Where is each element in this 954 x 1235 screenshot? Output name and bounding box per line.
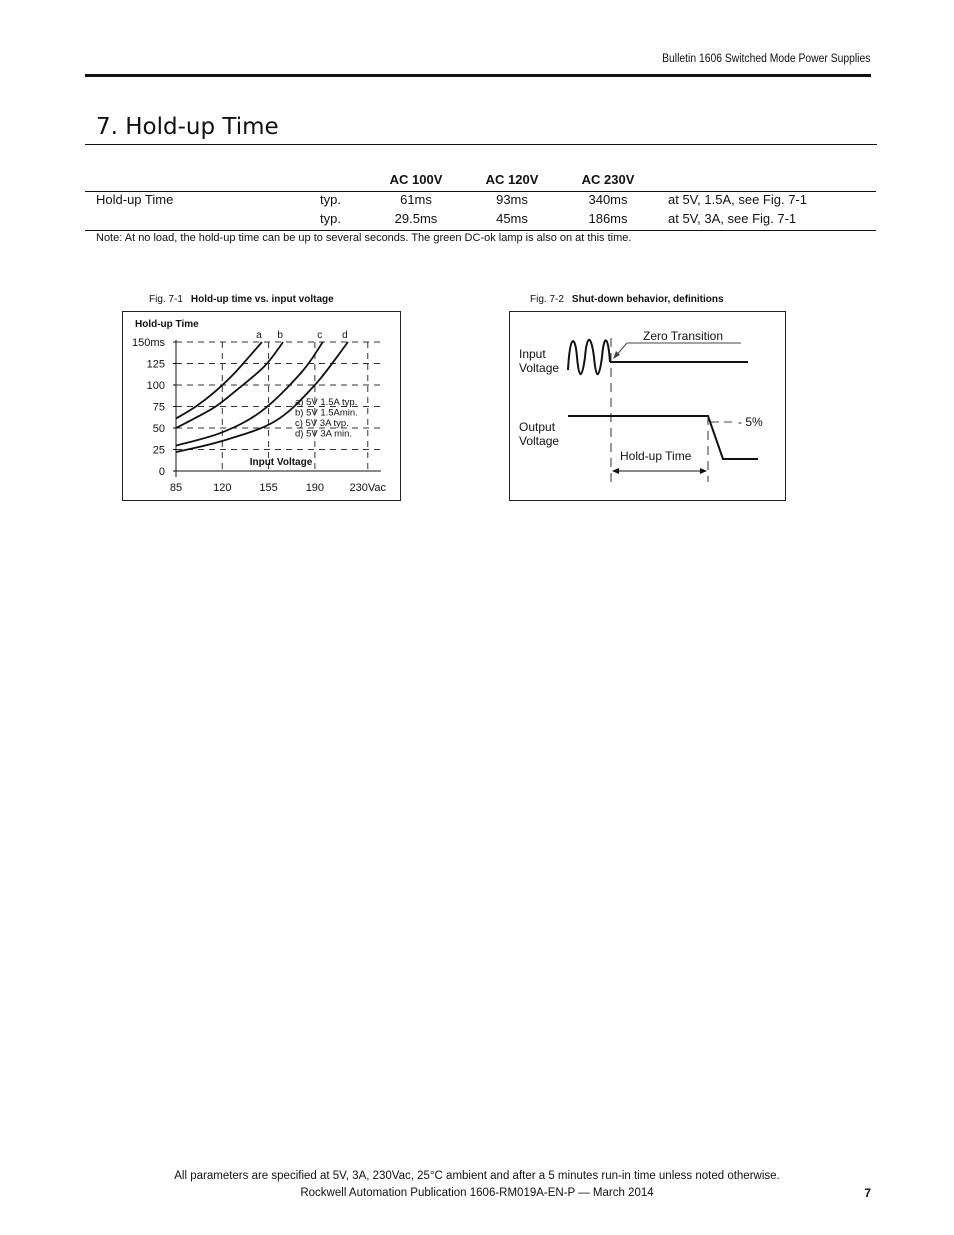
x-tick-label: 120 [213, 482, 232, 494]
fig2-diagram-box [509, 311, 786, 501]
legend-entry: b) 5V 1.5Amin. [295, 407, 358, 419]
arrow-right-icon [700, 468, 707, 474]
x-tick-label: 155 [259, 482, 278, 494]
y-tick-label: 75 [152, 401, 165, 414]
column-header: AC 100V [389, 172, 443, 187]
table-row [85, 192, 876, 212]
x-tick-label: 85 [169, 482, 183, 494]
row-qualifier: typ. [320, 211, 341, 226]
table-rule [85, 230, 876, 231]
y-tick-label: 0 [158, 466, 165, 478]
legend-entry: d) 5V 3A min. [295, 428, 353, 440]
y-tick-label: 150ms [131, 337, 165, 349]
fig1-number: Fig. 7-1 [149, 294, 183, 305]
input-voltage-label-line2: Voltage [519, 361, 560, 375]
input-voltage-label-line1: Input [519, 347, 546, 361]
curve-label: c [317, 330, 323, 341]
y-tick-label: 25 [152, 444, 165, 457]
cell-value: 45ms [496, 211, 528, 226]
input-sine-wave [568, 340, 610, 375]
column-header: AC 120V [485, 172, 539, 187]
section-title: 7. Hold-up Time [96, 114, 279, 140]
y-axis-title: Hold-up Time [135, 319, 199, 330]
y-tick-label: 125 [146, 358, 165, 371]
arrow-left-icon [612, 468, 619, 474]
cell-value: 29.5ms [394, 211, 438, 226]
table-footnote: Note: At no load, the hold-up time can be up to several seconds. The green DC-ok lamp is also on at this time. [96, 232, 632, 244]
zero-transition-label: Zero Transition [643, 329, 724, 343]
x-tick-label: 190 [305, 482, 325, 494]
cell-value: 93ms [496, 192, 528, 207]
fig1-title: Hold-up time vs. input voltage [190, 294, 334, 305]
legend-entry: c) 5V 3A typ. [295, 418, 349, 429]
fig1-chart-box [122, 311, 401, 501]
row-note: at 5V, 3A, see Fig. 7-1 [668, 211, 797, 226]
minus-5-label: - 5% [738, 415, 763, 429]
row-note: at 5V, 1.5A, see Fig. 7-1 [668, 192, 807, 207]
row-label: Hold-up Time [96, 192, 174, 207]
footer-publication: Rockwell Automation Publication 1606-RM019A-EN-P — March 2014 [300, 1187, 654, 1199]
footer-spec-note: All parameters are specified at 5V, 3A, 230Vac, 25°C ambient and after a 5 minutes run-in time unless noted otherwise. [174, 1170, 780, 1182]
y-tick-label: 50 [152, 423, 165, 435]
bulletin-header: Bulletin 1606 Switched Mode Power Supplies [661, 53, 870, 65]
legend-entry: a) 5V 1.5A typ. [295, 397, 358, 408]
fig1-caption [149, 294, 334, 305]
output-voltage-label-line1: Output [519, 420, 556, 434]
curve-label: b [277, 330, 283, 341]
fig1-chart [123, 312, 400, 500]
cell-value: 61ms [400, 192, 432, 207]
fig2-title: Shut-down behavior, definitions [571, 294, 724, 305]
output-voltage-label-line2: Voltage [519, 434, 560, 448]
holdup-time-label: Hold-up Time [620, 449, 692, 463]
column-header: AC 230V [581, 172, 635, 187]
cell-value: 186ms [588, 211, 628, 226]
row-qualifier: typ. [320, 192, 341, 207]
curve-label: d [342, 330, 348, 341]
x-tick-label: 230Vac [349, 482, 387, 494]
y-tick-label: 100 [146, 380, 165, 392]
fig2-number: Fig. 7-2 [530, 294, 564, 305]
fig2-caption [530, 294, 724, 305]
title-rule [85, 144, 877, 145]
curve-label: a [256, 330, 262, 341]
table-header-row [85, 172, 876, 192]
page-number: 7 [864, 1186, 871, 1200]
header-rule [85, 74, 871, 77]
cell-value: 340ms [588, 192, 628, 207]
x-axis-title: Input Voltage [249, 457, 313, 468]
table-row [85, 211, 876, 231]
fig2-diagram [510, 312, 785, 500]
